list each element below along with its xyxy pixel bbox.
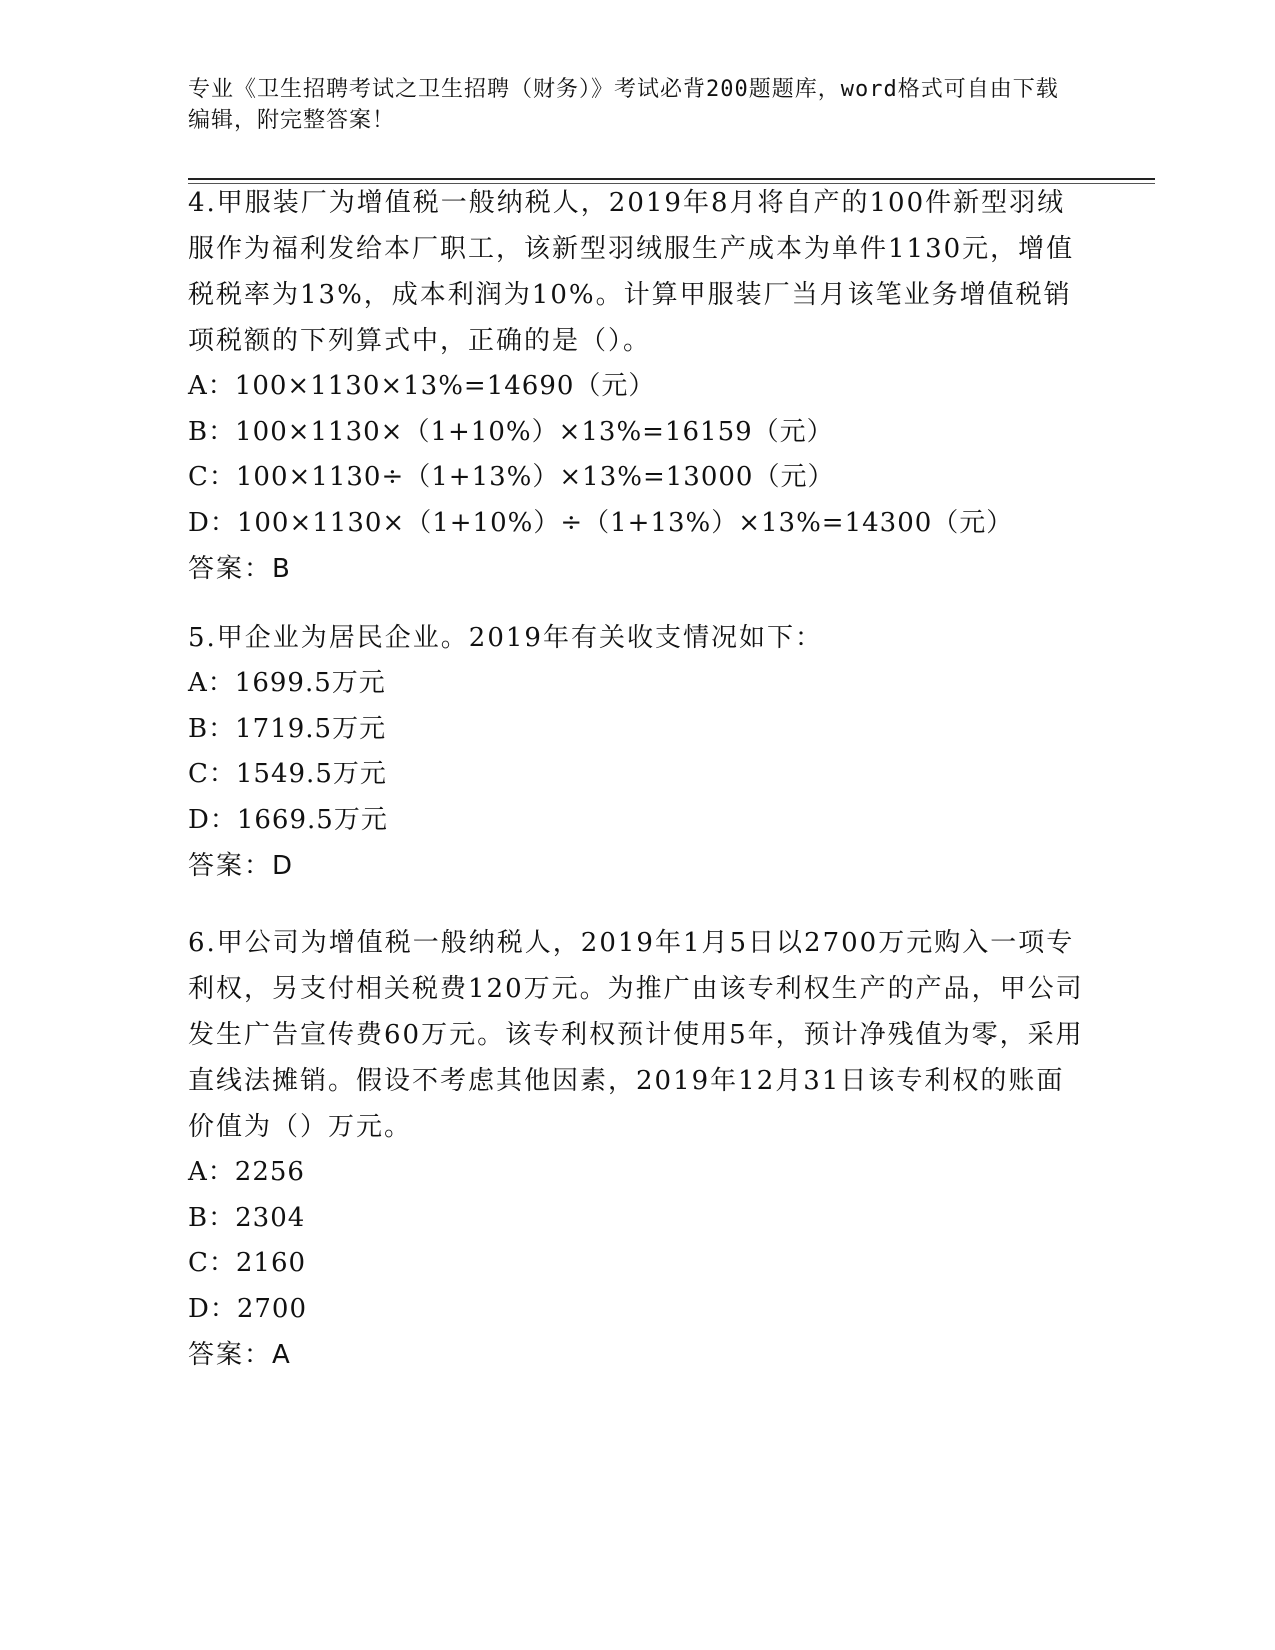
option-d: D：2700 bbox=[188, 1293, 308, 1324]
question-4 bbox=[188, 180, 1088, 592]
option-c: C：2160 bbox=[188, 1248, 307, 1278]
option-d: D：1669.5万元 bbox=[188, 804, 388, 835]
question-stem: 6.甲公司为增值税一般纳税人，2019年1月5日以2700万元购入一项专利权，另支付相关税费120万元。为推广由该专利权生产的产品，甲公司发生广告宣传费60万元。该专利权预计使用5年，预计净残值为零，采用直线法摊销。假设不考虑其他因素，2019年12月31日该专利权的账面价值为（）万元。 bbox=[188, 928, 1084, 1142]
option-a: A：1699.5万元 bbox=[188, 668, 386, 698]
answer: 答案：D bbox=[188, 851, 295, 881]
question-6 bbox=[188, 920, 1088, 1378]
option-c: C：1549.5万元 bbox=[188, 759, 387, 789]
question-stem: 5.甲企业为居民企业。2019年有关收支情况如下： bbox=[188, 623, 823, 653]
document-header: 专业《卫生招聘考试之卫生招聘（财务）》考试必背200题题库，word格式可自由下载编辑，附完整答案！ bbox=[188, 77, 1059, 133]
option-b: B：2304 bbox=[188, 1202, 306, 1233]
question-5 bbox=[188, 615, 1088, 889]
answer: 答案：B bbox=[188, 554, 292, 584]
option-b: B：1719.5万元 bbox=[188, 713, 387, 744]
answer: 答案：A bbox=[188, 1340, 292, 1370]
option-d: D：100×1130×（1+10%）÷（1+13%）×13%=14300（元） bbox=[188, 507, 1014, 538]
question-stem: 4.甲服装厂为增值税一般纳税人，2019年8月将自产的100件新型羽绒服作为福利发给本厂职工，该新型羽绒服生产成本为单件1130元，增值税税率为13%，成本利润为10%。计算甲服装厂当月该笔业务增值税销项税额的下列算式中，正确的是（）。 bbox=[188, 188, 1075, 356]
option-c: C：100×1130÷（1+13%）×13%=13000（元） bbox=[188, 462, 835, 492]
option-a: A：2256 bbox=[188, 1157, 305, 1187]
option-b: B：100×1130×（1+10%）×13%=16159（元） bbox=[188, 416, 834, 447]
option-a: A：100×1130×13%=14690（元） bbox=[188, 371, 656, 401]
